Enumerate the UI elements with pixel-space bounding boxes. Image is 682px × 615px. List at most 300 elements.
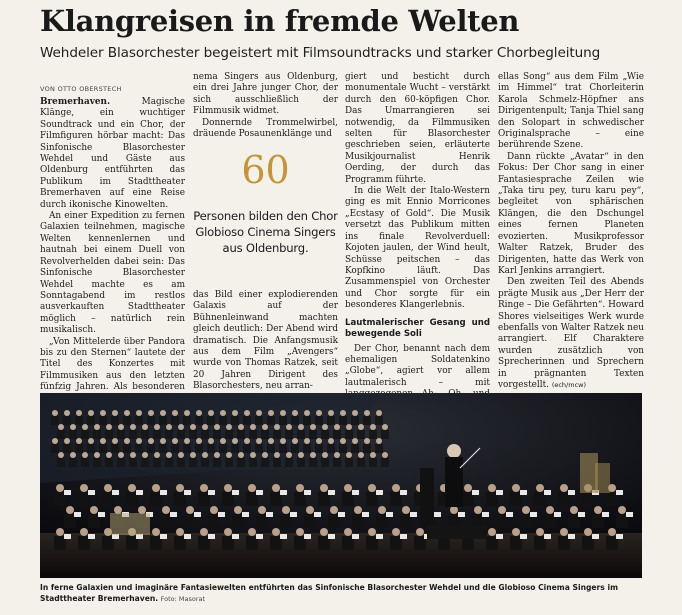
musician — [522, 506, 530, 514]
choir-member-body — [243, 416, 251, 425]
choir-member-body — [237, 430, 245, 439]
music-stand — [88, 490, 95, 495]
choir-member-body — [111, 444, 119, 453]
choir-member — [154, 452, 160, 458]
choir-member-body — [105, 458, 113, 467]
choir-member-body — [291, 444, 299, 453]
choir-member-body — [171, 444, 179, 453]
choir-member-body — [357, 430, 365, 439]
choir-member-body — [207, 444, 215, 453]
musician — [80, 484, 88, 492]
choir-member — [82, 424, 88, 430]
musician — [320, 484, 328, 492]
choir-member — [76, 410, 82, 416]
choir-member — [166, 452, 172, 458]
choir-member — [130, 424, 136, 430]
paragraph: das Bild einer explodierenden Galaxis auf der Bühnenleinwand machten gleich deutlich: Der Abend wird dramatisch. Die Anfangsmusik aus dem Film „Avengers“ wurde von Thomas Ratzek, seit 20 Jahren Dirigent des Blasorchesters, neu arran- — [193, 290, 338, 392]
musician — [594, 506, 602, 514]
choir-member-body — [51, 444, 59, 453]
music-stand — [218, 512, 225, 517]
musician — [330, 506, 338, 514]
choir-member — [184, 410, 190, 416]
choir-member-body — [147, 444, 155, 453]
choir-member — [274, 424, 280, 430]
choir-member — [376, 410, 382, 416]
choir-member-body — [249, 458, 257, 467]
choir-member — [100, 438, 106, 444]
musician — [306, 506, 314, 514]
choir-member — [280, 438, 286, 444]
choir-member — [118, 424, 124, 430]
choir-member-body — [93, 458, 101, 467]
music-stand — [328, 534, 335, 539]
music-stand — [160, 534, 167, 539]
choir-member — [214, 424, 220, 430]
choir-member-body — [135, 416, 143, 425]
choir-member — [136, 410, 142, 416]
music-stand — [568, 534, 575, 539]
choir-member — [274, 452, 280, 458]
choir-member — [208, 438, 214, 444]
choir-member-body — [321, 458, 329, 467]
choir-member-body — [309, 458, 317, 467]
musician — [570, 506, 578, 514]
music-stand — [520, 534, 527, 539]
choir-member-body — [159, 416, 167, 425]
music-stand — [400, 534, 407, 539]
choir-member-body — [141, 458, 149, 467]
choir-member-body — [159, 444, 167, 453]
musician — [296, 528, 304, 536]
choir-member-body — [165, 430, 173, 439]
musician — [162, 506, 170, 514]
music-stand — [64, 490, 71, 495]
choir-member — [238, 424, 244, 430]
choir-member — [286, 452, 292, 458]
musician — [114, 506, 122, 514]
music-stand — [602, 512, 609, 517]
choir-member — [382, 424, 388, 430]
music-stand — [362, 512, 369, 517]
musician — [584, 528, 592, 536]
concert-photo-illustration — [40, 393, 642, 578]
music-stand — [88, 534, 95, 539]
choir-member — [262, 452, 268, 458]
choir-member — [298, 424, 304, 430]
music-stand — [208, 490, 215, 495]
music-stand — [496, 534, 503, 539]
music-stand — [626, 512, 633, 517]
choir-member — [136, 438, 142, 444]
music-stand — [482, 512, 489, 517]
choir-member — [292, 438, 298, 444]
choir-member — [244, 438, 250, 444]
choir-member — [370, 424, 376, 430]
choir-member-body — [219, 416, 227, 425]
choir-member-body — [279, 416, 287, 425]
pull-quote-number: 60 — [241, 148, 290, 192]
music-stand — [616, 490, 623, 495]
choir-member — [172, 438, 178, 444]
music-stand — [266, 512, 273, 517]
concert-photo — [40, 393, 642, 578]
musician — [282, 506, 290, 514]
choir-member — [268, 438, 274, 444]
dateline: Bremerhaven. — [40, 97, 111, 107]
music-stand — [376, 490, 383, 495]
choir-member-body — [249, 430, 257, 439]
choir-member — [232, 410, 238, 416]
music-stand — [506, 512, 513, 517]
musician — [272, 484, 280, 492]
choir-member-body — [375, 444, 383, 453]
musician — [210, 506, 218, 514]
musician — [416, 528, 424, 536]
headline: Klangreisen in fremde Welten — [40, 4, 520, 38]
choir-member-body — [69, 458, 77, 467]
musician — [344, 484, 352, 492]
music-stand — [458, 512, 465, 517]
choir-member — [340, 410, 346, 416]
choir-member — [310, 452, 316, 458]
choir-member — [322, 452, 328, 458]
choir-member — [130, 452, 136, 458]
music-stand — [386, 512, 393, 517]
choir-member — [196, 410, 202, 416]
music-stand — [520, 490, 527, 495]
choir-member-body — [111, 416, 119, 425]
music-stand — [400, 490, 407, 495]
musician — [546, 506, 554, 514]
choir-member — [178, 452, 184, 458]
musician — [272, 528, 280, 536]
choir-member-body — [93, 430, 101, 439]
music-stand — [544, 534, 551, 539]
choir-member — [376, 438, 382, 444]
choir-member-body — [201, 458, 209, 467]
musician — [512, 528, 520, 536]
musician — [104, 484, 112, 492]
choir-member — [220, 410, 226, 416]
music-stand — [208, 534, 215, 539]
choir-member-body — [177, 458, 185, 467]
choir-member — [154, 424, 160, 430]
music-stand — [338, 512, 345, 517]
choir-member — [88, 438, 94, 444]
choir-member — [58, 452, 64, 458]
paragraph-text: Den zweiten Teil des Abends prägte Musik aus „Der Herr der Ringe – Die Gefährten“. Howard Shores vielseitiges Werk wurde ebenfalls von Walter Ratzek neu arrangiert. Elf Charaktere wurden zusätzlich von Sprecherinnen und Sprechern in prägnanten Texten vorgestellt. — [498, 277, 644, 390]
choir-member-body — [225, 458, 233, 467]
choir-member-body — [315, 444, 323, 453]
choir-member — [268, 410, 274, 416]
choir-member — [112, 410, 118, 416]
choir-member-body — [357, 458, 365, 467]
musician — [248, 484, 256, 492]
choir-member — [82, 452, 88, 458]
choir-member-body — [123, 416, 131, 425]
choir-member-body — [153, 430, 161, 439]
choir-member-body — [273, 458, 281, 467]
choir-member — [58, 424, 64, 430]
music-stand — [530, 512, 537, 517]
choir-member — [238, 452, 244, 458]
choir-member — [250, 452, 256, 458]
article-column-2 — [193, 72, 338, 140]
choir-member-body — [261, 458, 269, 467]
choir-member-body — [363, 444, 371, 453]
music-stand — [232, 490, 239, 495]
paragraph-text: Magische Klänge, ein wuchtiger Soundtrack und ein Chor, der Filmfiguren hörbar macht: Das Sinfonische Blasorchester Wehdel und Gäste aus Oldenburg entführten das Publikum im Stadttheater Bremerhaven auf eine Reise durch ikonische Kinowelten. — [40, 97, 185, 210]
choir-member — [166, 424, 172, 430]
choir-member-body — [375, 416, 383, 425]
musician — [56, 528, 64, 536]
choir-member-body — [219, 444, 227, 453]
musician — [474, 506, 482, 514]
music-stand — [74, 512, 81, 517]
choir-member-body — [183, 444, 191, 453]
article-column-3 — [345, 72, 490, 412]
choir-member-body — [255, 416, 263, 425]
music-stand — [496, 490, 503, 495]
choir-member-body — [183, 416, 191, 425]
photo-credit: Foto: Masorat — [160, 595, 206, 603]
music-stand — [376, 534, 383, 539]
choir-member-body — [153, 458, 161, 467]
choir-member-body — [141, 430, 149, 439]
musician — [512, 484, 520, 492]
choir-member-body — [327, 444, 335, 453]
choir-member-body — [87, 416, 95, 425]
choir-member — [190, 424, 196, 430]
musician — [296, 484, 304, 492]
choir-member-body — [231, 416, 239, 425]
musician — [224, 484, 232, 492]
music-stand — [232, 534, 239, 539]
paragraph: An einer Expedition zu fernen Galaxien teilnehmen, magische Welten kennenlernen und hautnah bei einem Duell von Revolverhelden dabei sein: Das Sinfonische Blasorchester Wehdel machte es am Sonntagabend im restlos ausverkauften Stadttheater möglich – natürlich rein musikalisch. — [40, 211, 185, 336]
music-stand — [64, 534, 71, 539]
musician — [80, 528, 88, 536]
music-stand — [592, 534, 599, 539]
music-stand — [352, 534, 359, 539]
choir-member-body — [63, 444, 71, 453]
choir-member-body — [51, 416, 59, 425]
musician — [560, 528, 568, 536]
choir-member — [364, 438, 370, 444]
musician — [560, 484, 568, 492]
article-column-1 — [40, 97, 185, 416]
musician — [608, 528, 616, 536]
choir-member-body — [267, 416, 275, 425]
musician — [618, 506, 626, 514]
choir-member — [232, 438, 238, 444]
music-stand — [554, 512, 561, 517]
choir-member — [220, 438, 226, 444]
choir-member — [310, 424, 316, 430]
choir-member-body — [291, 416, 299, 425]
section-subtitle: Lautmalerischer Gesang und bewegende Soli — [345, 317, 490, 339]
music-stand — [256, 490, 263, 495]
musician — [248, 528, 256, 536]
choir-member — [352, 410, 358, 416]
choir-member-body — [105, 430, 113, 439]
music-stand — [280, 534, 287, 539]
music-stand — [136, 490, 143, 495]
musician — [354, 506, 362, 514]
choir-member-body — [309, 430, 317, 439]
choir-member-body — [333, 430, 341, 439]
choir-member — [316, 438, 322, 444]
music-stand — [184, 490, 191, 495]
musician — [450, 506, 458, 514]
music-stand — [578, 512, 585, 517]
choir-member — [382, 452, 388, 458]
choir-member — [250, 424, 256, 430]
musician — [200, 528, 208, 536]
musician — [152, 528, 160, 536]
choir-member — [142, 452, 148, 458]
choir-member-body — [69, 430, 77, 439]
musician — [176, 484, 184, 492]
musician — [200, 484, 208, 492]
choir-member-body — [381, 458, 389, 467]
choir-member-body — [369, 430, 377, 439]
choir-member — [346, 452, 352, 458]
choir-member-body — [261, 430, 269, 439]
choir-member-body — [207, 416, 215, 425]
choir-member — [358, 424, 364, 430]
choir-member-body — [57, 458, 65, 467]
music-stand — [304, 534, 311, 539]
choir-member — [262, 424, 268, 430]
choir-member-body — [297, 458, 305, 467]
article-column-4 — [498, 72, 644, 391]
choir-member-body — [87, 444, 95, 453]
choir-member-body — [57, 430, 65, 439]
choir-member — [316, 410, 322, 416]
paragraph — [498, 277, 644, 391]
musician — [152, 484, 160, 492]
musician — [488, 484, 496, 492]
musician — [402, 506, 410, 514]
paragraph: Der Chor, benannt nach dem ehemaligen Soldatenkino „Globe“, agiert vor allem lautmalerisch – mit — [345, 343, 490, 388]
choir-member-body — [195, 416, 203, 425]
musician — [536, 528, 544, 536]
byline: VON OTTO OBERSTECH — [40, 85, 122, 93]
choir-member — [94, 424, 100, 430]
choir-member — [304, 410, 310, 416]
music-stand — [314, 512, 321, 517]
choir-member — [346, 424, 352, 430]
choir-member — [280, 410, 286, 416]
paragraph: giert und besticht durch monumentale Wucht – verstärkt durch den 60-köpfigen Chor. Das Umarrangieren sei notwendig, da Filmmusiken selten für Blasorchester geschrieben seien, erläuterte Musikjournalist Henrik Oerding, der durch das Programm führte. — [345, 72, 490, 185]
music-stand — [98, 512, 105, 517]
choir-member — [352, 438, 358, 444]
musician — [392, 484, 400, 492]
choir-member-body — [339, 444, 347, 453]
pull-quote — [193, 150, 338, 256]
choir-member — [52, 410, 58, 416]
music-stand — [194, 512, 201, 517]
choir-member — [202, 452, 208, 458]
paragraph — [40, 97, 185, 211]
music-stand — [112, 490, 119, 495]
choir-member-body — [99, 444, 107, 453]
choir-member — [322, 424, 328, 430]
choir-member-body — [369, 458, 377, 467]
choir-member — [256, 438, 262, 444]
choir-member — [190, 452, 196, 458]
choir-member-body — [195, 444, 203, 453]
choir-member — [196, 438, 202, 444]
choir-member — [148, 438, 154, 444]
choir-member — [148, 410, 154, 416]
musician — [498, 506, 506, 514]
choir-member-body — [321, 430, 329, 439]
musician — [320, 528, 328, 536]
choir-member — [106, 424, 112, 430]
music-stand — [184, 534, 191, 539]
choir-member — [304, 438, 310, 444]
choir-member — [364, 410, 370, 416]
choir-member-body — [345, 458, 353, 467]
choir-member-body — [135, 444, 143, 453]
music-stand — [256, 534, 263, 539]
choir-member-body — [273, 430, 281, 439]
choir-member — [178, 424, 184, 430]
music-stand — [616, 534, 623, 539]
choir-member-body — [75, 444, 83, 453]
pull-quote-text: Personen bilden den Chor Globioso Cinema Singers aus Oldenburg. — [193, 209, 338, 255]
choir-member-body — [345, 430, 353, 439]
choir-member — [112, 438, 118, 444]
choir-member-body — [117, 458, 125, 467]
choir-member-body — [81, 458, 89, 467]
choir-member — [64, 438, 70, 444]
choir-member-body — [117, 430, 125, 439]
choir-member-body — [75, 416, 83, 425]
choir-member-body — [297, 430, 305, 439]
musician — [258, 506, 266, 514]
choir-member-body — [267, 444, 275, 453]
caption-text: In ferne Galaxien und imaginäre Fantasiewelten entführten das Sinfonische Blasorchester Wehdel und die Globioso Cinema Singers im Stadttheater Bremerhaven. — [40, 583, 618, 603]
music-stand — [410, 512, 417, 517]
choir-member — [160, 410, 166, 416]
choir-member — [358, 452, 364, 458]
music-stand — [170, 512, 177, 517]
choir-member-body — [303, 444, 311, 453]
choir-member — [202, 424, 208, 430]
choir-member-body — [189, 430, 197, 439]
choir-member — [226, 452, 232, 458]
choir-member-body — [165, 458, 173, 467]
photo-caption — [40, 582, 645, 605]
choir-member — [160, 438, 166, 444]
choir-member-body — [81, 430, 89, 439]
choir-member — [214, 452, 220, 458]
paragraph: nema Singers aus Oldenburg, ein drei Jahre junger Chor, der sich ausschließlich der Filmmusik widmet. — [193, 72, 338, 117]
choir-member — [328, 410, 334, 416]
musician — [66, 506, 74, 514]
musician — [344, 528, 352, 536]
paragraph: Dann rückte „Avatar“ in den Fokus: Der Chor sang in einer Fantasiesprache Zeilen wie „Taka tiru pey, turu karu pey“, begleitet von sphärischen Klängen, die den Dschungel eines fernen Planeten evozierten. Musikprofessor Walter Ratzek, Bruder des Dirigenten, hatte das Werk von Karl Jenkins arrangiert. — [498, 151, 644, 276]
musician — [234, 506, 242, 514]
musician — [138, 506, 146, 514]
choir-member-body — [147, 416, 155, 425]
choir-member-body — [129, 430, 137, 439]
choir-member-body — [213, 458, 221, 467]
choir-member — [328, 438, 334, 444]
musician — [378, 506, 386, 514]
